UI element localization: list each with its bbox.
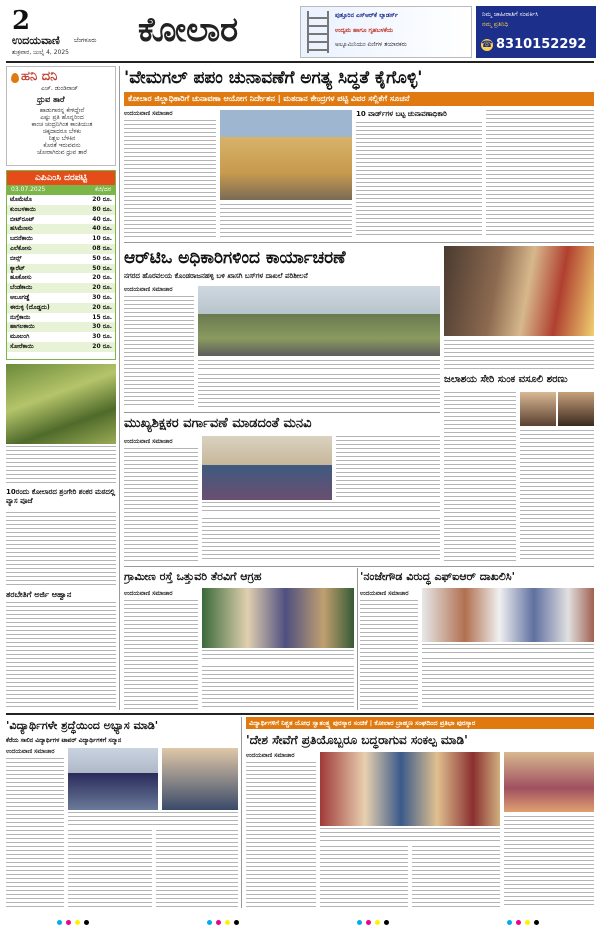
- apmc-date: 03.07.2025: [11, 186, 46, 193]
- apmc-row: [7, 322, 115, 332]
- poem-line: ಕೊರತೆ ಇರುವವನು: [43, 142, 81, 149]
- apmc-item-name: ಬೆಂಡೆಕಾಯಿ: [10, 284, 33, 292]
- apmc-row: [7, 283, 115, 293]
- apmc-item-price: 15 ರೂ.: [92, 313, 112, 321]
- story10-kicker: ವಿದ್ಯಾರ್ಥಿಗಳಿಗೆ ನಿಶ್ಚತ ಯೋಧ ಸ್ವಾತಂತ್ರ್ಯ ಪುರಸ್ಕಾರ ಸಂಚಿಕೆ | ಕೋಲಾರ ಬ್ರಾಹ್ಮಣ ಸಂಘದಿಂದ ಪ್ರತಿಭಾ ಪುರಸ್ಕಾರ: [246, 717, 594, 729]
- contact-ad-line1: ನಿಮ್ಮ ಜಾಹೀರಾತಿಗೆ ಸಂಪರ್ಕಿಸಿ: [482, 11, 539, 18]
- apmc-item-price: 30 ರೂ.: [92, 293, 112, 301]
- apmc-row: [7, 244, 115, 254]
- masthead-rule: [6, 61, 594, 63]
- story3-col1: [444, 392, 516, 562]
- apmc-row: [7, 293, 115, 303]
- story1-headline: 'ವೇಮಗಲ್ ಪಪಂ ಚುನಾವಣೆಗೆ ಅಗತ್ಯ ಸಿದ್ಧತೆ ಕೈಗೊಳ್ಳಿ': [124, 68, 423, 88]
- apmc-item-name: ಕ್ಯಾರೆಟ್: [10, 264, 25, 272]
- apmc-item-name: ಟೊಮೆಟೊ: [10, 196, 32, 203]
- story2-photo-caption: [198, 360, 440, 370]
- story9-subhead: ಕೆರೆಯ ಸಾಲಿನ ವಿದ್ಯಾರ್ಥಿಗಳ ಟಾಪರ್ ವಿದ್ಯಾರ್ಥಿಗಳಿಗೆ ಸನ್ಮಾನ: [6, 737, 122, 744]
- poem-line: ಜೋರಾಗಿರುವ ಧ್ರುವ ತಾರೆ: [37, 149, 87, 156]
- apmc-item-price: 40 ರೂ.: [92, 225, 112, 233]
- section-title: ಕೋಲಾರ: [138, 10, 239, 50]
- apmc-item-price: 20 ರೂ.: [92, 342, 112, 350]
- honey-money-box: [6, 66, 116, 166]
- vyasa-pooja-body: [6, 512, 116, 586]
- story1-sidebar-title: 10 ವಾರ್ಡ್‌ಗಳ ಬಟ್ಟ ಚುನಾವಣಾಧಿಕಾರಿ: [356, 110, 447, 118]
- apmc-row: [7, 273, 115, 283]
- drop-icon: [11, 73, 19, 83]
- story7-dateline: ಉದಯವಾಣಿ ಸಮಾಚಾರ: [124, 590, 173, 597]
- apmc-row: [7, 215, 115, 225]
- apmc-row: [7, 332, 115, 342]
- apmc-item-name: ಬೀಟ್‌ರೂಟ್: [10, 215, 35, 223]
- story9-dateline: ಉದಯವಾಣಿ ಸಮಾಚಾರ: [6, 748, 55, 755]
- story2-col1: [124, 296, 194, 408]
- ladder-ad-line1: ಪುತ್ತೂರಿನ ಎಸ್‌ಆರ್‌ಕೆ ಲ್ಯಾಡರ್ಸ್: [335, 12, 398, 19]
- story8-photo-group: [422, 588, 594, 642]
- story10-col2: [320, 846, 408, 908]
- bottom-rule: [241, 717, 242, 908]
- story10-col4: [504, 816, 594, 908]
- story7-caption: [202, 650, 354, 662]
- apmc-item-price: 20 ರೂ.: [92, 274, 112, 282]
- apmc-row: [7, 195, 115, 205]
- story4-caption: [202, 502, 440, 514]
- apmc-rows: [7, 195, 115, 352]
- registration-mark-icon: [357, 910, 393, 928]
- story10-photo-stage: [320, 752, 500, 826]
- story1-col4: [486, 110, 594, 238]
- story3-col2: [520, 430, 594, 562]
- story1-subhead: ಕೋಲಾರ ಜಿಲ್ಲಾಧಿಕಾರಿಗೆ ಚುನಾವಣಾ ಆಯೋಗ ನಿರ್ದೇಶನ | ಮತದಾನ ಕೇಂದ್ರಗಳ ಪಟ್ಟಿ ವಿವರ ಸಲ್ಲಿಕೆಗೆ ಸೂಚನೆ: [124, 92, 594, 106]
- apmc-rate-table: [6, 170, 116, 360]
- apmc-item-price: 30 ರೂ.: [92, 333, 112, 341]
- story2-headline: ಆರ್‌ಟಿಒ ಅಧಿಕಾರಿಗಳಿಂದ ಕಾರ್ಯಾಚರಣೆ: [124, 248, 346, 268]
- story9-portrait: [162, 748, 238, 810]
- apmc-item-price: 40 ರೂ.: [92, 215, 112, 223]
- registration-mark-icon: [507, 910, 543, 928]
- vegetable-photo: [6, 364, 116, 444]
- apmc-row: [7, 224, 115, 234]
- poem-line: ಹಾಡುಗಾರನ್ನ ಕೇಳಿದ್ದೇನೆ: [39, 107, 85, 114]
- city-label: ಬೆಂಗಳೂರು: [74, 37, 97, 44]
- registration-mark-icon: [207, 910, 243, 928]
- page-number: 2: [12, 6, 31, 36]
- registration-marks: [0, 912, 600, 926]
- story1-col2: [220, 204, 352, 238]
- story10-dateline: ಉದಯವಾಣಿ ಸಮಾಚಾರ: [246, 752, 295, 759]
- apmc-item-price: 08 ರೂ.: [92, 244, 112, 252]
- story7-col1: [124, 600, 198, 710]
- apmc-item-price: 20 ರೂ.: [92, 284, 112, 292]
- story1-dateline: ಉದಯವಾಣಿ ಸಮಾಚಾರ: [124, 110, 173, 117]
- story8-col2: [422, 658, 594, 710]
- poem-title: ಧ್ರುವ ತಾರೆ: [37, 95, 65, 104]
- story9-col2: [68, 830, 152, 908]
- apmc-item-name: ಸೋರೆಕಾಯಿ: [10, 342, 34, 350]
- poem-line: ಚಿಕ್ಕದಾದರೂ ಬೆಳಕು: [42, 128, 82, 135]
- apmc-item-name: ಬದನೆಕಾಯಿ: [10, 235, 33, 243]
- apmc-item-price: 30 ರೂ.: [92, 323, 112, 331]
- apmc-item-price: 80 ರೂ.: [92, 205, 112, 213]
- felicitation-caption: [444, 340, 594, 370]
- honey-author: ಎಚ್. ಡುಂಡಿರಾಜ್: [41, 85, 79, 92]
- training-body: [6, 602, 116, 710]
- apmc-row: [7, 205, 115, 215]
- story4-col2: [336, 436, 440, 500]
- story3-portrait-2: [558, 392, 594, 426]
- rule-2: [124, 412, 440, 413]
- story7-headline: ಗ್ರಾಮೀಣ ರಸ್ತೆ ಒತ್ತುವರಿ ತೆರವಿಗೆ ಆಗ್ರಹ: [124, 570, 262, 583]
- ladder-icon: [307, 11, 329, 53]
- apmc-item-name: ಮೂಲಂಗಿ: [10, 333, 30, 341]
- contact-ad-phone: 8310152292: [496, 37, 587, 52]
- apmc-row: [7, 234, 115, 244]
- ladder-ad-line2: ಉದ್ಯಮ ಹಾಗೂ ಗೃಹಬಳಕೆಯ: [335, 27, 394, 34]
- honey-logo: ಹನಿ ದನಿ: [21, 69, 58, 84]
- ladder-ad: [300, 6, 472, 58]
- story2-subhead: ನಗರದ ಹೊರವಲಯ ಕೊಂಡರಾಜನಹಳ್ಳಿ ಬಳಿ ಖಾಸಗಿ ಬಸ್‌ಗಳ ದಾಖಲೆ ಪರಿಶೀಲನೆ: [124, 272, 308, 280]
- story9-col1: [6, 758, 64, 908]
- story9-caption: [68, 812, 238, 826]
- story2-photo-bus: [198, 286, 440, 356]
- rule-1: [124, 242, 594, 243]
- story10-caption: [320, 828, 500, 842]
- story10-headline: 'ದೇಶ ಸೇವೆಗೆ ಪ್ರತಿಯೊಬ್ಬರೂ ಬದ್ಧರಾಗುವ ಸಂಕಲ್ಪ ಮಾಡಿ': [246, 733, 468, 747]
- story4-headline: ಮುಖ್ಯಶಿಕ್ಷಕರ ವರ್ಗಾವಣೆ ಮಾಡದಂತೆ ಮನವಿ: [124, 416, 312, 431]
- story10-col3: [412, 846, 500, 908]
- left-column-rule: [119, 66, 120, 710]
- story2-col2: [198, 374, 440, 408]
- story1-col1: [124, 120, 216, 238]
- story4-dateline: ಉದಯವಾಣಿ ಸಮಾಚಾರ: [124, 438, 173, 445]
- story2-dateline: ಉದಯವಾಣಿ ಸಮಾಚಾರ: [124, 286, 173, 293]
- story4-col1: [124, 448, 198, 562]
- apmc-row: [7, 313, 115, 323]
- vegetable-photo-caption: [6, 446, 116, 486]
- poem-body: [11, 107, 113, 156]
- poem-line: ಕಾಂಚ ಚಂದ್ರನಿಗಿಂತ ಕಾಂತಿಯುತ: [31, 121, 93, 128]
- apmc-item-name: ಈರುಳ್ಳಿ (ದೊಡ್ಡದು): [10, 303, 50, 311]
- issue-date: ಶುಕ್ರವಾರ, ಜುಲೈ 4, 2025: [12, 49, 69, 56]
- story9-photo-students: [68, 748, 158, 810]
- apmc-item-price: 20 ರೂ.: [92, 303, 112, 311]
- apmc-title: ಎಪಿಎಂಸಿ ದರಪಟ್ಟಿ: [7, 171, 115, 185]
- apmc-row: [7, 303, 115, 313]
- story1-col3: [356, 122, 482, 238]
- story3-portrait-1: [520, 392, 556, 426]
- story3-headline: ಜಲಾಶಯ ಸೇರಿ ಸುಂಕ ವಸೂಲಿ ಶರಣು: [444, 374, 568, 385]
- paper-name: ಉದಯವಾಣಿ: [12, 34, 60, 47]
- apmc-row: [7, 264, 115, 274]
- story1-photo-office: [220, 110, 352, 200]
- apmc-item-price: 20 ರೂ.: [92, 196, 112, 203]
- contact-ad: [476, 6, 596, 58]
- masthead: [0, 0, 600, 60]
- apmc-row: [7, 342, 115, 352]
- story8-headline: 'ನಂಜೇಗೌಡ ವಿರುದ್ಧ ಎಫ್‌ಐಆರ್ ದಾಖಲಿಸಿ': [360, 570, 515, 583]
- apmc-row: [7, 254, 115, 264]
- vyasa-pooja-title: 10ರಂದು ಕೋಲಾರದ ಶ್ರಂಗೇರಿ ಶಂಕರ ಮಠದಲ್ಲಿ ವ್ಯಾಸ ಪೂಜೆ: [6, 488, 116, 505]
- contact-ad-line2: ನಮ್ಮ ಪ್ರತಿನಿಧಿ: [482, 21, 509, 28]
- story8-col1: [360, 600, 418, 710]
- apmc-item-price: 10 ರೂ.: [92, 235, 112, 243]
- rule-3: [124, 566, 594, 567]
- apmc-item-name: ಹೂಕೋಸು: [10, 274, 32, 282]
- story7-col2: [202, 666, 354, 710]
- story9-headline: 'ವಿದ್ಯಾರ್ಥಿಗಳೇ ಶ್ರದ್ಧೆಯಿಂದ ಅಭ್ಯಾಸ ಮಾಡಿ': [6, 719, 159, 732]
- story4-col3: [202, 518, 440, 562]
- rule-4: [6, 713, 594, 715]
- apmc-item-name: ನುಗ್ಗೆಕಾಯಿ: [10, 313, 31, 321]
- story9-col3: [156, 830, 238, 908]
- felicitation-photo: [444, 246, 594, 336]
- story10-col1: [246, 762, 316, 908]
- story8-dateline: ಉದಯವಾಣಿ ಸಮಾಚಾರ: [360, 590, 409, 597]
- ladder-ad-line3: ಅಲ್ಯೂಮಿನಿಯಂ ಏಣಿಗಳ ತಯಾರಕರು: [335, 41, 407, 48]
- mid-rule-lower: [357, 568, 358, 710]
- apmc-item-name: ಹಾಗಲಕಾಯಿ: [10, 323, 35, 331]
- story4-photo-meeting: [202, 436, 332, 500]
- apmc-item-name: ಹಸಿಮೆಣಸು: [10, 225, 33, 233]
- apmc-item-name: ಆಲೂಗಡ್ಡೆ: [10, 293, 30, 301]
- poem-line: ಎಷ್ಟು ಪ್ರತಿ ಹೊನ್ನರಿಂದ: [40, 114, 84, 121]
- phone-icon: ☎: [481, 40, 493, 50]
- poem-line: ನಿಶ್ಚಲ ಬೆಳಕಿನ: [48, 135, 76, 142]
- training-title: ತರಬೇತಿಗೆ ಅರ್ಜಿ ಆಹ್ವಾನ: [6, 590, 72, 599]
- apmc-item-name: ಬೀನ್ಸ್: [10, 254, 22, 262]
- apmc-subheader: [7, 185, 115, 195]
- apmc-unit: ಕೆಜಿ/ದರ: [94, 186, 111, 193]
- story8-caption: [422, 644, 594, 654]
- registration-mark-icon: [57, 910, 93, 928]
- apmc-item-price: 50 ರೂ.: [92, 264, 112, 272]
- apmc-item-name: ಕುಂಬಳಕಾಯಿ: [10, 205, 36, 213]
- apmc-item-price: 50 ರೂ.: [92, 254, 112, 262]
- story10-portrait: [504, 752, 594, 812]
- story7-photo-protest: [202, 588, 354, 648]
- apmc-item-name: ಎಲೆಕೋಸು: [10, 244, 32, 252]
